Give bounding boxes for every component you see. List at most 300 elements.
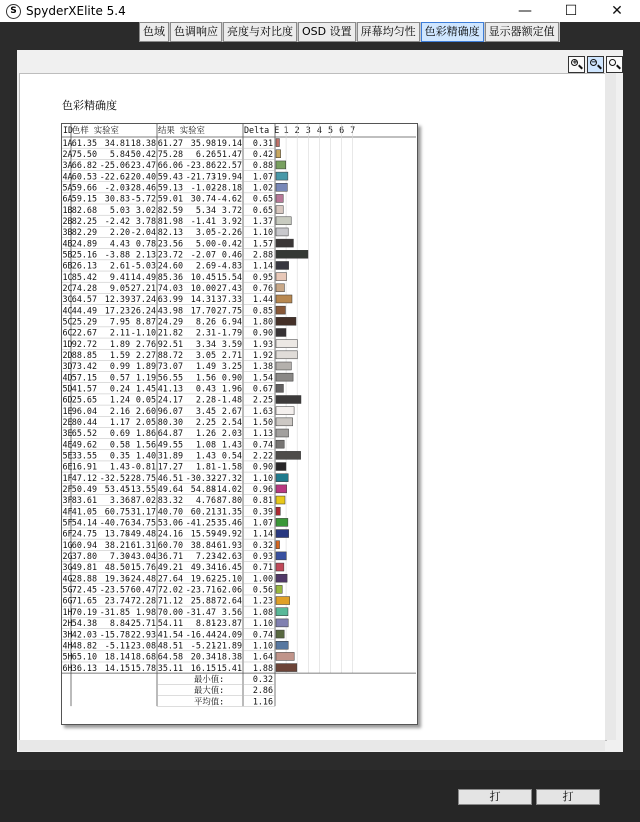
result-b: 15.41 [216,662,242,673]
sample-b: 87.02 [130,495,156,506]
delta-e-value: 1.14 [252,260,273,271]
delta-e-value: 1.38 [252,361,273,372]
sample-a: 23.74 [104,595,130,606]
sample-b: -2.04 [130,227,156,238]
delta-e-value: 0.67 [252,383,273,394]
sample-a: -23.57 [99,584,130,595]
sample-b: -1.10 [130,327,156,338]
delta-e-value: 0.56 [252,584,273,595]
sample-a: 4.43 [109,238,130,249]
row-id: 2G [62,551,73,562]
row-id: 4A [62,171,73,182]
result-a: -31.47 [185,606,216,617]
sample-b: -5.03 [130,260,156,271]
delta-e-value: 0.96 [252,484,273,495]
sample-a: 2.16 [109,405,130,416]
delta-e-bar [276,273,287,281]
result-l: 24.60 [157,260,183,271]
result-l: 49.21 [157,562,183,573]
result-a: -30.32 [185,472,216,483]
sample-b: -13.55 [125,484,156,495]
delta-e-bar [276,317,296,325]
tab-color-accuracy[interactable]: 色彩精确度 [421,22,484,42]
sample-l: 82.25 [71,215,97,226]
result-a: 17.70 [190,305,216,316]
result-b: 0.90 [221,372,242,383]
summary-label: 最小值: [194,673,225,684]
delta-e-bar [276,161,286,169]
result-l: 80.30 [157,417,183,428]
result-l: 23.56 [157,238,183,249]
delta-e-value: 2.25 [252,394,273,405]
delta-e-bar [276,541,280,549]
delta-e-value: 1.37 [252,215,273,226]
row-id: 5D [62,383,73,394]
result-l: 41.54 [157,629,183,640]
sample-l: 92.72 [71,338,97,349]
sample-l: 28.88 [71,573,97,584]
sample-a: 14.15 [104,662,130,673]
result-l: 53.06 [157,517,183,528]
delta-e-value: 1.13 [252,428,273,439]
result-b: 3.72 [221,204,242,215]
result-b: 2.67 [221,405,242,416]
result-b: 6.94 [221,316,242,327]
delta-e-bar [276,407,294,415]
result-b: -4.62 [216,193,242,204]
result-a: 5.00 [195,238,216,249]
sample-a: 2.61 [109,260,130,271]
sample-l: 65.10 [71,651,97,662]
sample-b: 1.19 [135,372,156,383]
sample-b: 0.05 [135,394,156,405]
sample-a: 13.78 [104,528,130,539]
sample-l: 25.29 [71,316,97,327]
delta-e-bar [276,306,285,314]
result-l: 73.07 [157,361,183,372]
delta-e-value: 1.64 [252,651,273,662]
delta-e-bar [276,206,283,214]
delta-e-value: 0.85 [252,305,273,316]
tab-monitor-rating[interactable]: 显示器额定值 [485,22,559,42]
scale-tick-label: 6 [339,125,345,135]
row-id: 4D [62,372,73,383]
result-l: 83.32 [157,495,183,506]
delta-e-value: 1.80 [252,316,273,327]
result-l: 96.07 [157,405,183,416]
sample-a: -22.62 [99,171,130,182]
sample-a: 0.99 [109,361,130,372]
sample-b: 1.45 [135,383,156,394]
result-b: 0.46 [221,249,242,260]
sample-b: 3.78 [135,215,156,226]
delta-e-value: 0.93 [252,551,273,562]
sample-b: 27.21 [130,282,156,293]
sample-l: 66.82 [71,160,97,171]
delta-e-bar [276,429,289,437]
delta-e-value: 0.65 [252,204,273,215]
row-id: 3F [62,495,73,506]
zoom-fit-icon [609,59,616,66]
result-b: 2.54 [221,417,242,428]
delta-e-bar [276,518,288,526]
result-a: -16.44 [185,629,216,640]
sample-l: 49.81 [71,562,97,573]
delta-e-value: 1.10 [252,472,273,483]
delta-e-bar [276,552,286,560]
sample-a: 5.84 [109,148,130,159]
result-a: -23.71 [185,584,216,595]
row-id: 3E [62,428,73,439]
sample-b: 37.24 [130,294,156,305]
sample-a: 34.81 [104,137,130,148]
sample-a: 0.35 [109,450,130,461]
sample-l: 72.45 [71,584,97,595]
row-id: 4F [62,506,73,517]
scale-tick-label: 1 [283,125,289,135]
result-b: 18.38 [216,651,242,662]
sample-l: 44.49 [71,305,97,316]
result-a: 15.59 [190,528,216,539]
result-a: 1.43 [195,450,216,461]
sample-a: 19.36 [104,573,130,584]
result-l: 40.70 [157,506,183,517]
result-b: -4.83 [216,260,242,271]
delta-e-bar [276,652,294,660]
zoom-in-button[interactable] [568,56,585,73]
delta-e-value: 0.88 [252,160,273,171]
row-id: 4B [62,238,73,249]
sample-a: 48.50 [104,562,130,573]
delta-e-value: 1.07 [252,517,273,528]
delta-e-bar [276,239,293,247]
result-l: 36.71 [157,551,183,562]
result-a: 1.56 [195,372,216,383]
sample-a: 18.14 [104,651,130,662]
tab-screen-uniformity[interactable]: 屏幕均匀性 [357,22,420,42]
delta-e-value: 1.88 [252,662,273,673]
header-delta-e: Delta E [244,125,280,135]
delta-e-bar [276,463,286,471]
result-l: 59.01 [157,193,183,204]
result-l: 82.59 [157,204,183,215]
delta-e-bar [276,250,308,258]
result-l: 64.58 [157,651,183,662]
result-b: -49.92 [211,528,242,539]
delta-e-value: 1.02 [252,182,273,193]
result-b: 35.46 [216,517,242,528]
sample-l: 74.28 [71,282,97,293]
result-b: -25.10 [211,573,242,584]
result-b: -19.94 [211,171,242,182]
result-b: -2.26 [216,227,242,238]
sample-b: -24.48 [125,573,156,584]
result-l: 59.13 [157,182,183,193]
sample-b: 2.27 [135,350,156,360]
row-id: 4C [62,305,73,316]
result-a: 8.26 [195,316,216,327]
result-b: 51.47 [216,148,242,159]
result-l: 82.13 [157,227,183,238]
summary-value: 1.16 [252,696,273,707]
sample-l: 54.14 [71,517,97,528]
result-a: 1.26 [195,428,216,439]
sample-b: 3.02 [135,204,156,215]
result-b: 2.71 [221,350,242,360]
result-b: 3.59 [221,338,242,349]
result-l: 21.82 [157,327,183,338]
sample-b: 1.40 [135,450,156,461]
sample-a: 1.24 [109,394,130,405]
result-l: 92.51 [157,338,183,349]
row-id: 6H [62,662,73,673]
result-b: -23.87 [211,618,242,629]
result-b: -1.58 [216,461,242,472]
tab-gamut[interactable]: 色域 [139,22,169,42]
delta-e-bar [276,585,282,593]
row-id: 2C [62,282,73,293]
delta-e-bar [276,440,284,448]
scale-tick-label: 3 [305,125,311,135]
result-b: 1.96 [221,383,242,394]
result-l: 56.55 [157,372,183,383]
sample-l: 60.53 [71,171,97,182]
row-id: 1B [62,204,73,215]
result-b: 27.75 [216,305,242,316]
delta-e-bar [276,530,289,538]
sample-b: 2.60 [135,405,156,416]
row-id: 1D [62,338,73,349]
sample-b: 18.38 [130,137,156,148]
result-l: 41.13 [157,383,183,394]
sample-l: 48.82 [71,640,97,651]
delta-e-bar [276,351,297,359]
horizontal-scrollbar[interactable] [19,740,605,751]
delta-e-value: 1.93 [252,338,273,349]
delta-e-bar [276,295,292,303]
sample-l: 65.52 [71,428,97,439]
sample-a: -2.42 [104,215,130,226]
result-a: -2.07 [190,249,216,260]
sample-a: 0.58 [109,439,130,450]
result-l: 23.72 [157,249,183,260]
delta-e-bar [276,217,291,225]
print-button-2[interactable]: 打 [536,789,600,805]
row-id: 3D [62,361,73,372]
sample-b: 2.05 [135,417,156,428]
sample-b: 26.24 [130,305,156,316]
delta-e-bar [276,362,291,370]
delta-e-value: 1.44 [252,294,273,305]
delta-e-bar [276,150,281,158]
delta-e-bar [276,608,288,616]
row-id: 5F [62,517,73,528]
print-button[interactable]: 打 [458,789,532,805]
sample-a: -31.85 [99,606,130,617]
sample-b: 15.78 [130,662,156,673]
result-a: 25.88 [190,595,216,606]
zoom-fit-button[interactable] [606,56,623,73]
delta-e-bar [276,574,287,582]
result-a: 1.08 [195,439,216,450]
row-id: 1A [62,137,73,148]
delta-e-bar [276,563,284,571]
result-a: -23.86 [185,160,216,171]
sample-b: 1.89 [135,361,156,372]
zoom-in-icon: + [572,58,578,66]
row-id: 1H [62,606,73,617]
result-a: 1.49 [195,361,216,372]
sample-b: 0.78 [135,238,156,249]
result-a: -5.21 [190,640,216,651]
sample-l: 82.29 [71,227,97,238]
sample-l: 36.13 [71,662,97,673]
sample-b: -0.81 [130,461,156,472]
delta-e-value: 0.42 [252,148,273,159]
row-id: 1G [62,539,73,550]
sample-l: 85.42 [71,271,97,282]
delta-e-value: 2.22 [252,450,273,461]
result-b: 2.03 [221,428,242,439]
delta-e-bar [276,396,301,404]
sample-b: -23.08 [125,640,156,651]
sample-b: -5.72 [130,193,156,204]
sample-l: 22.67 [71,327,97,338]
window-title: SpyderXElite 5.4 [26,4,126,18]
sample-a: 1.43 [109,461,130,472]
row-id: 4H [62,640,73,651]
sample-a: -15.78 [99,629,130,640]
result-a: 7.23 [195,551,216,562]
result-a: 2.25 [195,417,216,428]
sample-a: -2.03 [104,182,130,193]
sample-a: 1.17 [109,417,130,428]
delta-e-value: 1.10 [252,618,273,629]
delta-e-bar [276,183,287,191]
result-a: 10.45 [190,271,216,282]
result-l: 43.98 [157,305,183,316]
result-l: 66.06 [157,160,183,171]
sample-l: 37.80 [71,551,97,562]
result-l: 81.98 [157,215,183,226]
delta-e-value: 1.08 [252,606,273,617]
result-b: -1.79 [216,327,242,338]
result-a: 20.34 [190,651,216,662]
result-a: 6.26 [195,148,216,159]
row-id: 5C [62,316,73,327]
row-id: 2D [62,350,73,360]
minimize-button[interactable]: — [518,3,532,19]
delta-e-bar [276,139,279,147]
sample-b: 34.75 [130,517,156,528]
sample-b: 50.42 [130,148,156,159]
sample-b: 18.68 [130,651,156,662]
result-b: 3.56 [221,606,242,617]
result-l: 46.51 [157,472,183,483]
sample-a: 12.39 [104,294,130,305]
sample-a: 2.11 [109,327,130,338]
result-l: 24.29 [157,316,183,327]
zoom-out-icon: − [591,58,597,66]
header-id: ID [63,125,74,135]
delta-e-bar [276,664,297,672]
result-b: 15.54 [216,271,242,282]
close-button[interactable]: ✕ [611,3,623,19]
accuracy-table-svg [62,124,417,724]
row-id: 3G [62,562,73,573]
row-id: 5G [62,584,73,595]
sample-a: 1.89 [109,338,130,349]
sample-l: 49.62 [71,439,97,450]
delta-e-bar [276,630,284,638]
result-a: 54.88 [190,484,216,495]
sample-a: 1.59 [109,350,130,360]
tab-tone-response[interactable]: 色调响应 [170,22,222,42]
tab-osd-settings[interactable]: OSD 设置 [298,22,356,42]
result-l: 72.02 [157,584,183,595]
result-a: 8.81 [195,618,216,629]
row-id: 6A [62,193,73,204]
delta-e-value: 2.88 [252,249,273,260]
row-id: 2H [62,618,73,629]
sample-l: 59.15 [71,193,97,204]
header-sample-lab: 色样 实验室 [72,125,119,135]
result-l: 74.03 [157,282,183,293]
sample-a: 9.41 [109,271,130,282]
sample-l: 24.75 [71,528,97,539]
sample-b: -28.46 [125,182,156,193]
sample-b: -25.71 [125,618,156,629]
sample-l: 50.49 [71,484,97,495]
summary-value: 2.86 [252,685,273,696]
row-id: 6D [62,394,73,405]
result-l: 27.64 [157,573,183,584]
zoom-out-button[interactable] [587,56,604,73]
delta-e-bar [276,194,283,202]
delta-e-bar [276,451,301,459]
result-l: 48.51 [157,640,183,651]
result-l: 54.11 [157,618,183,629]
delta-e-bar [276,496,285,504]
tab-brightness-contrast[interactable]: 亮度与对比度 [223,22,297,42]
sample-a: 30.83 [104,193,130,204]
sample-a: 0.57 [109,372,130,383]
sample-l: 47.12 [71,472,97,483]
sample-a: 60.75 [104,506,130,517]
vertical-scrollbar[interactable] [605,73,616,740]
delta-e-bar [276,485,287,493]
sample-b: 2.76 [135,338,156,349]
row-id: 4G [62,573,73,584]
scale-tick-label: 4 [316,125,322,135]
row-id: 5E [62,450,73,461]
delta-e-value: 0.31 [252,137,273,148]
sample-l: 88.85 [71,350,97,360]
sample-a: 0.24 [109,383,130,394]
summary-label: 最大值: [194,685,225,696]
sample-b: -28.75 [125,472,156,483]
sample-b: -43.04 [125,551,156,562]
result-a: 2.28 [195,394,216,405]
sample-l: 70.19 [71,606,97,617]
maximize-button[interactable]: ☐ [564,3,578,19]
sample-b: 1.98 [135,606,156,617]
row-id: 6F [62,528,73,539]
result-b: 3.92 [221,215,242,226]
scale-tick-label: 5 [327,125,334,135]
row-id: 1C [62,271,73,282]
row-id: 3B [62,227,73,238]
